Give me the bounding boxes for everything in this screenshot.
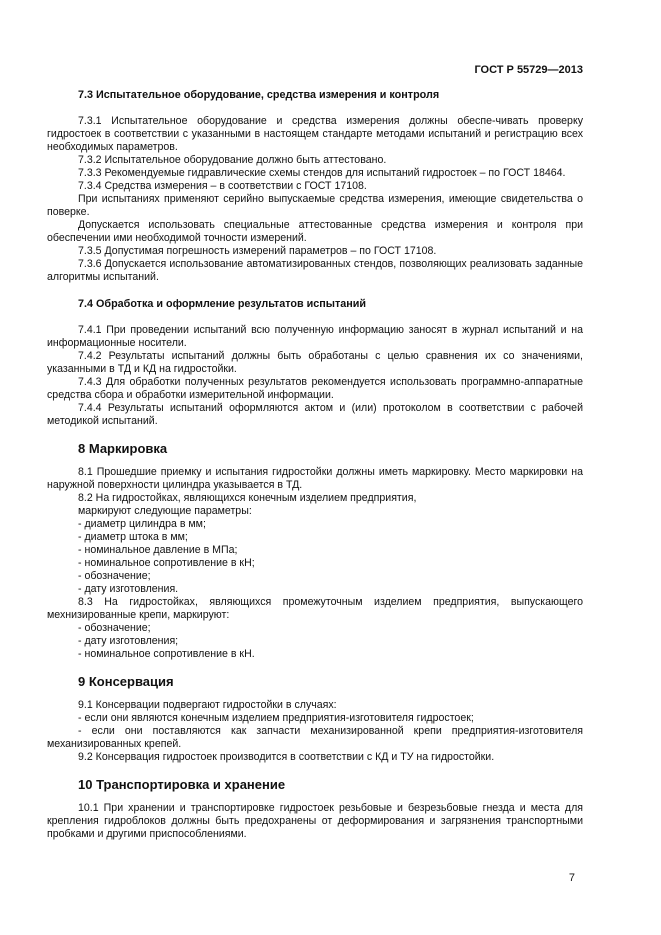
list-item: - дату изготовления; (78, 635, 179, 647)
list-item: - если они поставляются как запчасти механизированной крепи предприятия-изготовителя механизированных крепей. (47, 725, 583, 750)
page-content (47, 88, 583, 841)
paragraph-8-3: 8.3 На гидростойках, являющихся промежуточным изделием предприятия, выпускающего мехнизированные крепи, маркируют: (47, 596, 583, 621)
paragraph-9-2: 9.2 Консервация гидростоек производится в соответствии с КД и ТУ на гидростойки. (78, 751, 495, 763)
list-item: - номинальное сопротивление в кН; (78, 557, 255, 569)
page-number: 7 (568, 872, 575, 884)
paragraph-8-1: 8.1 Прошедшие приемку и испытания гидростойки должны иметь маркировку. Место маркировки на наружной поверхности цилиндра указывается в ТД. (47, 466, 583, 491)
section-7-4-heading: 7.4 Обработка и оформление результатов испытаний (78, 298, 367, 310)
paragraph-8-2-lead: маркируют следующие параметры: (78, 505, 252, 517)
list-item: - номинальное давление в МПа; (78, 544, 238, 556)
section-10-heading: 10 Транспортировка и хранение (78, 777, 286, 792)
section-9-heading: 9 Консервация (78, 674, 174, 689)
paragraph-8-2: 8.2 На гидростойках, являющихся конечным изделием предприятия, (78, 492, 417, 504)
paragraph-7-3-2: 7.3.2 Испытательное оборудование должно быть аттестовано. (78, 154, 387, 166)
paragraph-7-3-1: 7.3.1 Испытательное оборудование и средства измерения должны обеспе-чивать проверку гидростоек в соответствии с указанными в настоящем стандарте методами испытаний и регистрацию всех необходимых параметров. (47, 115, 583, 153)
list-item: - если они являются конечным изделием предприятия-изготовителя гидростоек; (78, 712, 474, 724)
paragraph-7-4-2: 7.4.2 Результаты испытаний должны быть обработаны с целью сравнения их со значениями, указанными в ТД и КД на гидростойки. (47, 350, 583, 375)
paragraph-10-1: 10.1 При хранении и транспортировке гидростоек резьбовые и безрезьбовые гнезда и места для крепления гидроблоков должны быть предохранены от деформирования и загрязнения транспортными пробками и другими приспособлениями. (47, 802, 583, 840)
paragraph-7-3-4: 7.3.4 Средства измерения – в соответствии с ГОСТ 17108. (78, 180, 367, 192)
list-item: - обозначение; (78, 570, 151, 582)
paragraph-7-3-4-b: Допускается использовать специальные аттестованные средства измерения и контроля при обеспечении ими необходимой точности измерений. (47, 219, 583, 244)
paragraph-7-3-4-a: При испытаниях применяют серийно выпускаемые средства измерения, имеющие свидетельства о поверке. (47, 193, 583, 218)
section-7-3-heading: 7.3 Испытательное оборудование, средства измерения и контроля (78, 89, 440, 101)
paragraph-9-1: 9.1 Консервации подвергают гидростойки в случаях: (78, 699, 337, 711)
list-item: - диаметр штока в мм; (78, 531, 188, 543)
paragraph-7-3-5: 7.3.5 Допустимая погрешность измерений параметров – по ГОСТ 17108. (78, 245, 437, 257)
document-code: ГОСТ Р 55729—2013 (474, 64, 583, 76)
paragraph-7-3-3: 7.3.3 Рекомендуемые гидравлические схемы стендов для испытаний гидростоек – по ГОСТ 18464. (78, 167, 566, 179)
paragraph-7-4-3: 7.4.3 Для обработки полученных результатов рекомендуется использовать программно-аппаратные средства сбора и обработки измерительной информации. (47, 376, 583, 401)
list-item: - диаметр цилиндра в мм; (78, 518, 206, 530)
list-item: - дату изготовления. (78, 583, 179, 595)
list-item: - обозначение; (78, 622, 151, 634)
paragraph-7-4-4: 7.4.4 Результаты испытаний оформляются актом и (или) протоколом в соответствии с рабочей методикой испытаний. (47, 402, 583, 427)
paragraph-7-3-6: 7.3.6 Допускается использование автоматизированных стендов, позволяющих реализовать заданные алгоритмы испытаний. (47, 258, 583, 283)
section-8-heading: 8 Маркировка (78, 441, 168, 456)
paragraph-7-4-1: 7.4.1 При проведении испытаний всю полученную информацию заносят в журнал испытаний и на информационные носители. (47, 324, 583, 349)
list-item: - номинальное сопротивление в кН. (78, 648, 255, 660)
